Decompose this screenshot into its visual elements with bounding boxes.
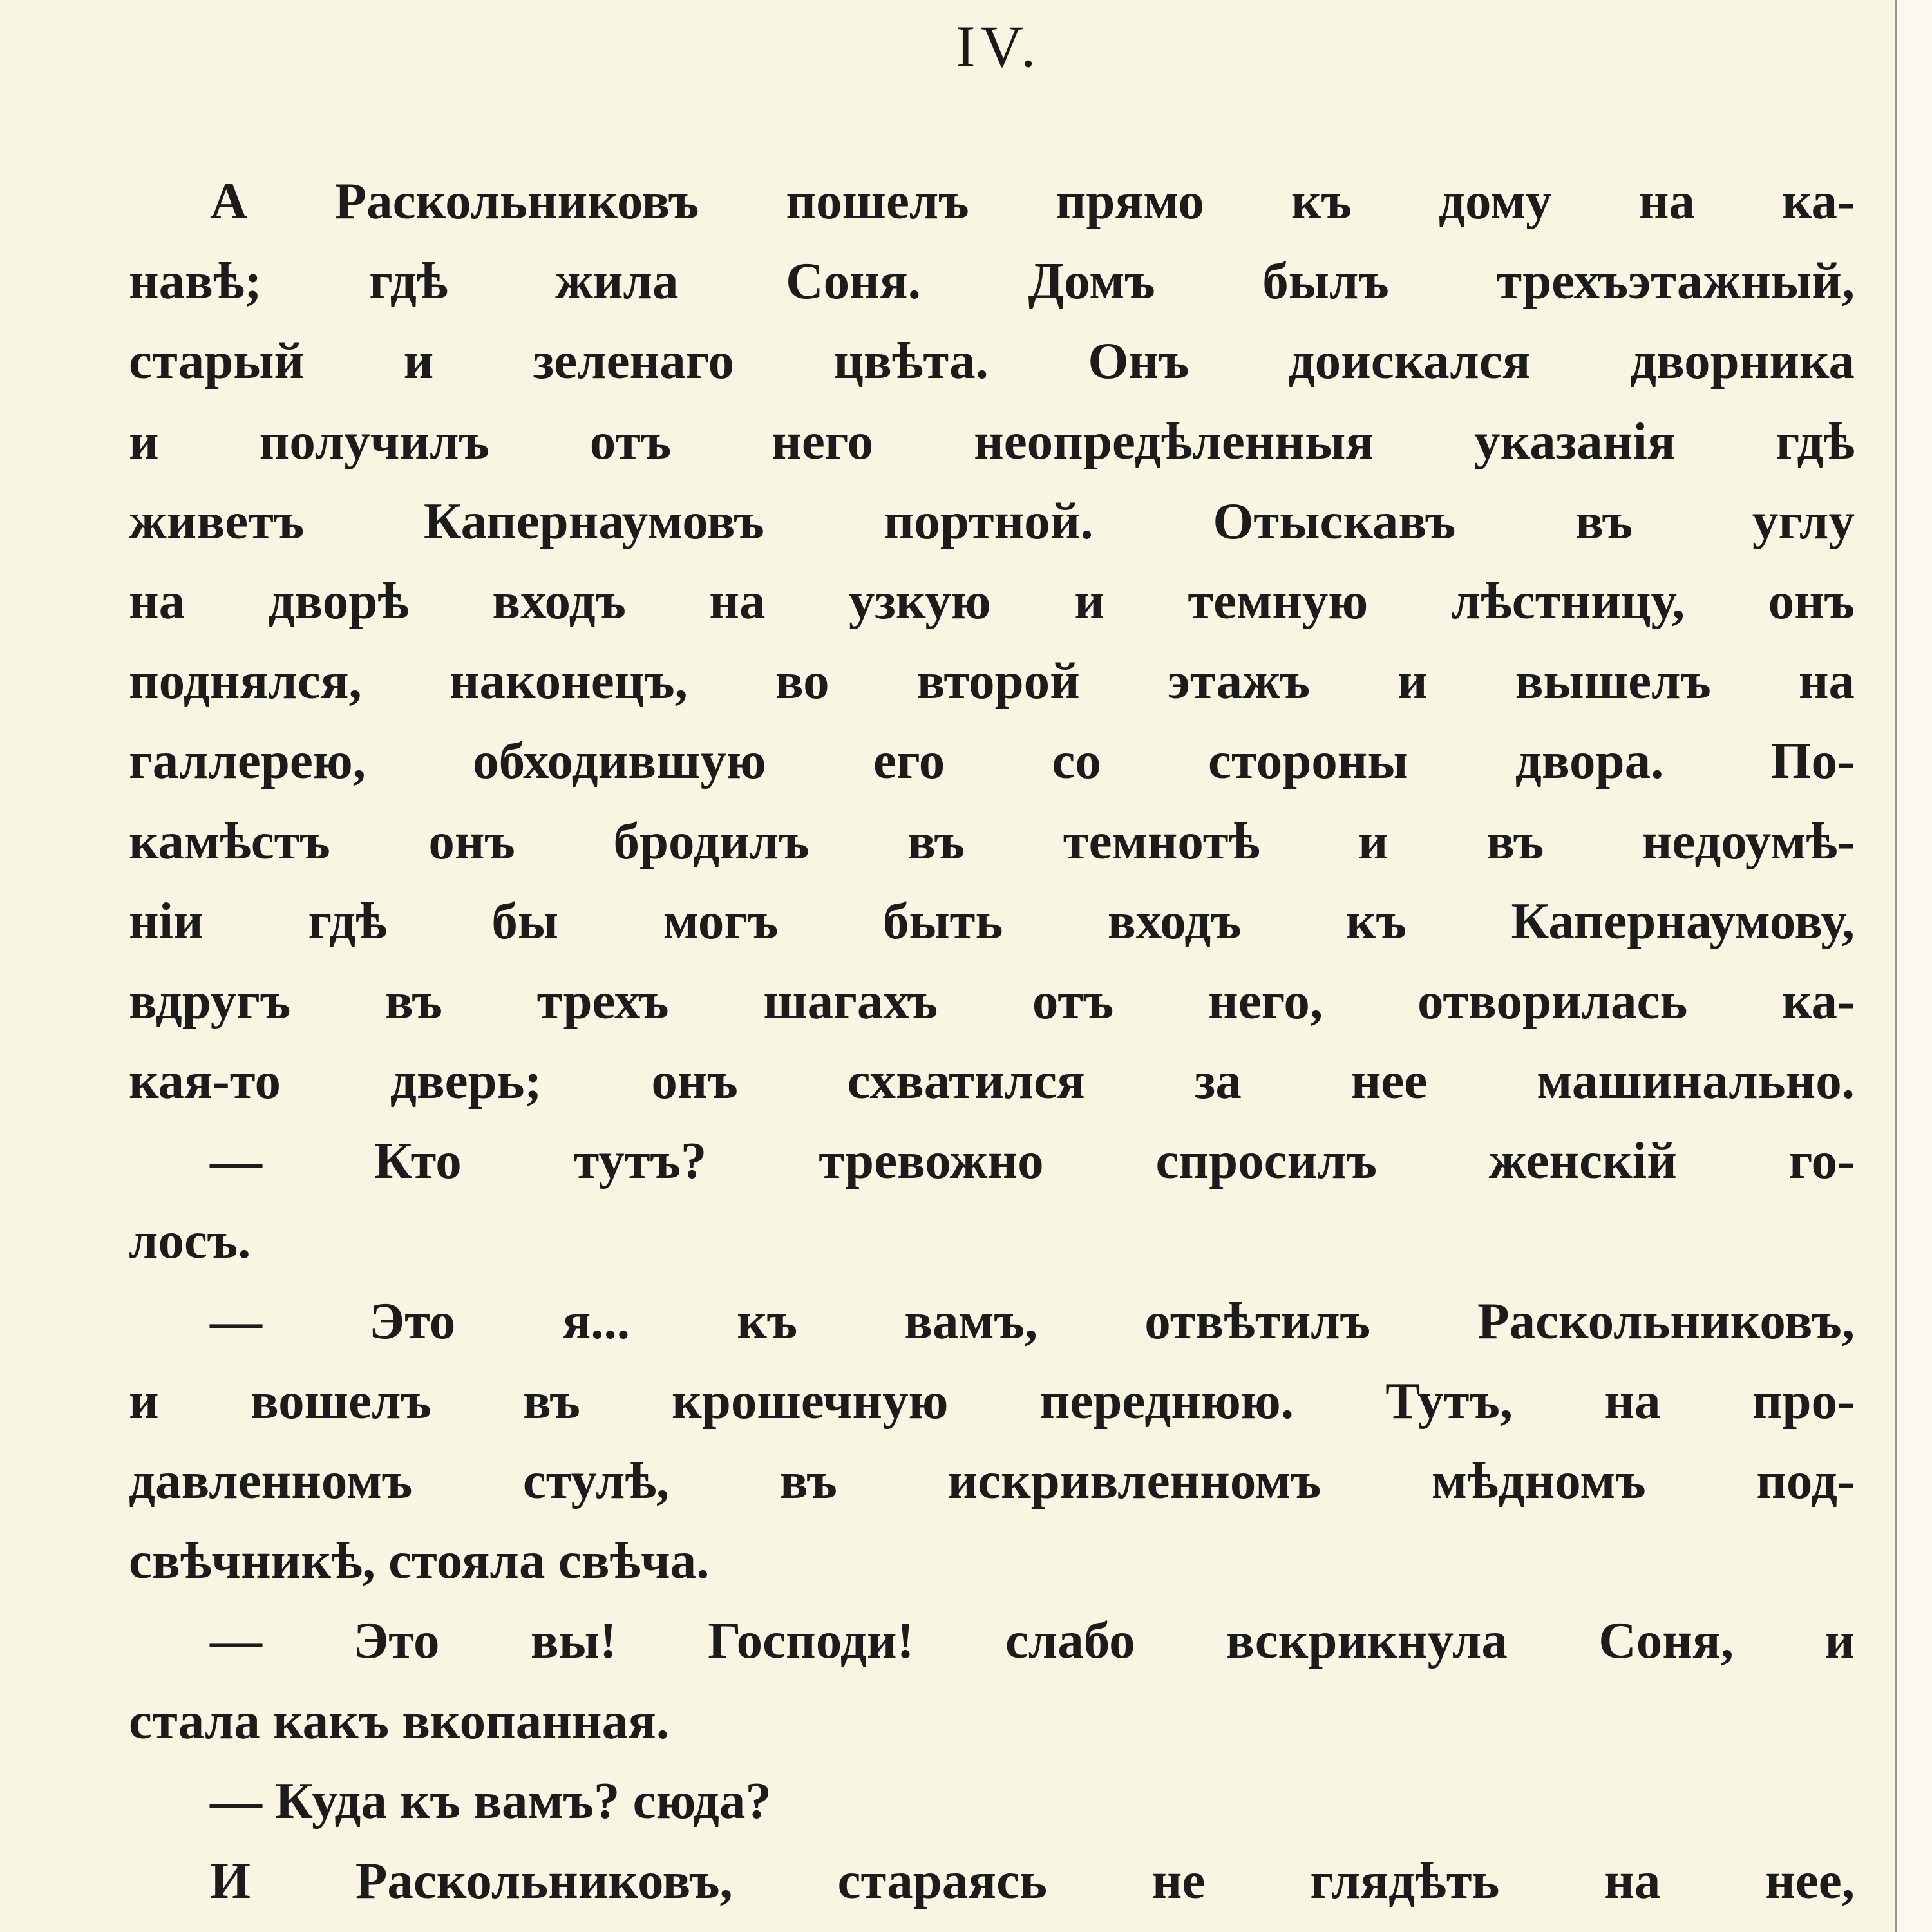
text-line: галлерею, обходившую его со стороны двора. По- xyxy=(129,732,1855,790)
text-line: и вошелъ въ крошечную переднюю. Тутъ, на про- xyxy=(129,1371,1855,1430)
text-line: А Раскольниковъ пошелъ прямо къ дому на ка- xyxy=(210,172,1855,230)
text-line: живетъ Капернаумовъ портной. Отыскавъ въ углу xyxy=(129,491,1855,550)
body-text xyxy=(129,161,1855,1920)
text-line: — Куда къ вамъ? сюда? xyxy=(210,1771,772,1830)
text-line: навѣ; гдѣ жила Соня. Домъ былъ трехъэтажный, xyxy=(129,252,1855,310)
text-line: давленномъ стулѣ, въ искривленномъ мѣдномъ под- xyxy=(129,1452,1855,1510)
text-line: старый и зеленаго цвѣта. Онъ доискался дворника xyxy=(129,332,1855,390)
text-line: — Это вы! Господи! слабо вскрикнула Соня, и xyxy=(210,1611,1855,1670)
text-line: вдругъ въ трехъ шагахъ отъ него, отворилась ка- xyxy=(129,971,1855,1030)
text-line: свѣчникѣ, стояла свѣча. xyxy=(129,1531,710,1590)
text-line: камѣстъ онъ бродилъ въ темнотѣ и въ недоумѣ- xyxy=(129,811,1855,870)
text-line: стала какъ вкопанная. xyxy=(129,1691,670,1750)
text-line: лосъ. xyxy=(129,1211,251,1270)
text-line: на дворѣ входъ на узкую и темную лѣстницу, онъ xyxy=(129,571,1855,630)
text-line: — Это я... къ вамъ, отвѣтилъ Раскольниковъ, xyxy=(210,1291,1855,1350)
text-line: и получилъ отъ него неопредѣленныя указанія гдѣ xyxy=(129,412,1855,470)
text-line: И Раскольниковъ, стараясь не глядѣть на нее, xyxy=(210,1851,1855,1909)
text-line: кая-то дверь; онъ схватился за нее машинально. xyxy=(129,1052,1855,1110)
text-line: ніи гдѣ бы могъ быть входъ къ Капернаумову, xyxy=(129,891,1855,950)
text-line: поднялся, наконецъ, во второй этажъ и вышелъ на xyxy=(129,652,1855,710)
text-line: — Кто тутъ? тревожно спросилъ женскій го- xyxy=(210,1132,1855,1190)
chapter-heading: IV. xyxy=(955,14,1041,79)
adjacent-page-edge xyxy=(1897,0,1932,1932)
